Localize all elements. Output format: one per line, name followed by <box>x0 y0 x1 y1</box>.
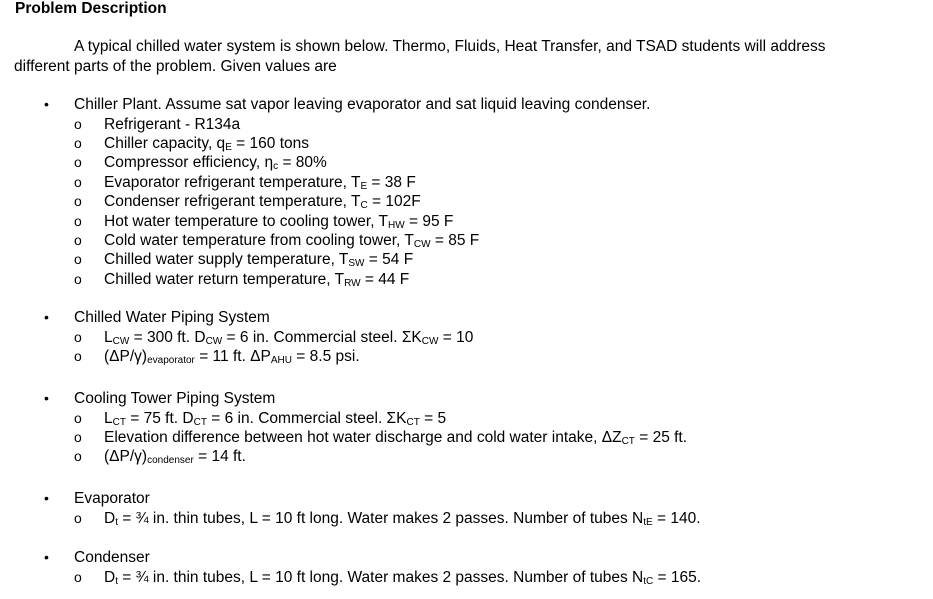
sub-bullet: o <box>74 509 82 526</box>
given-value-item: Hot water temperature to cooling tower, $T_{HW} = 95$ F <box>104 212 454 231</box>
sub-bullet: o <box>74 173 82 190</box>
given-value-item: $D_t$ = ¾ in. thin tubes, L = 10 ft long. Water makes 2 passes. Number of tubes $N_{tE} = 140$. <box>104 509 701 528</box>
sub-bullet: o <box>74 409 82 426</box>
sub-bullet: o <box>74 448 82 465</box>
section-heading: Evaporator <box>74 490 150 507</box>
given-value-item: Chilled water return temperature, $T_{RW} = 44$ F <box>104 270 410 289</box>
section-heading: Condenser <box>74 549 150 566</box>
section-heading: Chilled Water Piping System <box>74 309 270 326</box>
sub-bullet: o <box>74 212 82 229</box>
given-value-item: $(\Delta P/\gamma)_{condenser} = 14$ ft. <box>104 448 246 467</box>
sub-bullet: o <box>74 134 82 151</box>
given-value-item: $D_t$ = ¾ in. thin tubes, L = 10 ft long. Water makes 2 passes. Number of tubes $N_{tC} = 165$. <box>104 568 702 587</box>
sub-bullet: o <box>74 115 82 132</box>
sub-bullet: o <box>74 193 82 210</box>
bullet: • <box>44 96 49 112</box>
page-title: Problem Description <box>15 0 167 17</box>
bullet: • <box>44 390 49 406</box>
given-value-item: Condenser refrigerant temperature, $T_C = 102F$ <box>104 193 421 212</box>
bullet: • <box>44 549 49 565</box>
section-heading: Cooling Tower Piping System <box>74 390 276 407</box>
intro-line-1: A typical chilled water system is shown below. Thermo, Fluids, Heat Transfer, and TSAD students will address <box>74 38 826 55</box>
sub-bullet: o <box>74 347 82 364</box>
given-value-item: $L_{CW} = 300$ ft. $D_{CW} = 6$ in. Commercial steel. $\Sigma K_{CW} = 10$ <box>104 328 474 347</box>
given-value-item: Refrigerant - R134a <box>104 115 241 133</box>
bullet: • <box>44 490 49 506</box>
sub-bullet: o <box>74 270 82 287</box>
given-value-item: Compressor efficiency, $\eta_c = 80\%$ <box>104 154 327 173</box>
section-heading: Chiller Plant. Assume sat vapor leaving evaporator and sat liquid leaving condenser. <box>74 96 651 113</box>
intro-line-2: different parts of the problem. Given values are <box>14 58 337 75</box>
given-value-item: $L_{CT} = 75$ ft. $D_{CT} = 6$ in. Commercial steel. $\Sigma K_{CT} = 5$ <box>104 409 447 428</box>
sub-bullet: o <box>74 428 82 445</box>
sub-bullet: o <box>74 568 82 585</box>
sub-bullet: o <box>74 154 82 171</box>
given-value-item: Evaporator refrigerant temperature, $T_E = 38$ F <box>104 173 416 192</box>
given-value-item: Chiller capacity, $q_E = 160$ tons <box>104 134 309 153</box>
sub-bullet: o <box>74 231 82 248</box>
bullet: • <box>44 309 49 325</box>
given-value-item: Elevation difference between hot water discharge and cold water intake, $\Delta Z_{CT} = 25$ ft. <box>104 428 688 447</box>
sub-bullet: o <box>74 328 82 345</box>
given-value-item: $(\Delta P/\gamma)_{evaporator} = 11$ ft. $\Delta P_{AHU} = 8.5$ psi. <box>104 347 360 366</box>
sub-bullet: o <box>74 251 82 268</box>
given-value-item: Chilled water supply temperature, $T_{SW} = 54$ F <box>104 251 414 270</box>
given-value-item: Cold water temperature from cooling tower, $T_{CW} = 85$ F <box>104 231 480 250</box>
